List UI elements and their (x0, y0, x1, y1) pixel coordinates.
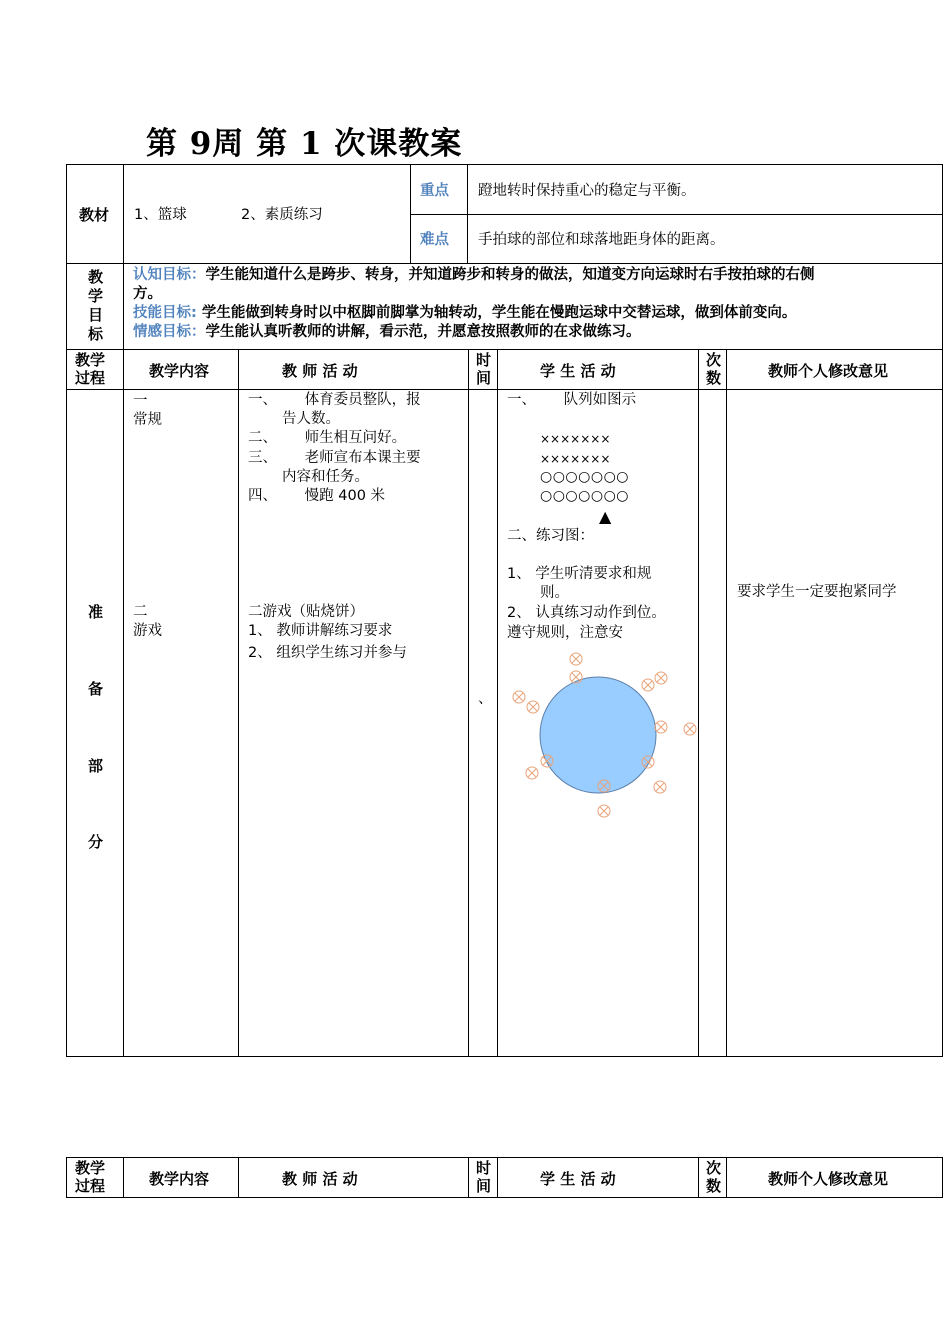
teacher-step-2: 二、 师生相互问好。 (248, 430, 407, 446)
goal-emotion (133, 323, 641, 342)
opinion-text: 要求学生一定要抱紧同学 (737, 584, 897, 600)
practice-circle (540, 677, 656, 793)
teacher-step-1-cont: 告人数。 (282, 411, 340, 427)
goal-emotion-text: 学生能认真听教师的讲解，看示范，并愿意按照教师的在求做练习。 (205, 324, 641, 340)
formation-row-o1: ○○○○○○○ (540, 469, 630, 485)
content-item-1-text: 常规 (133, 412, 162, 428)
teacher-step-1: 一、 体育委员整队，报 (248, 392, 421, 408)
difficulty-value: 手拍球的部位和球落地距身体的距离。 (478, 232, 725, 248)
student-marker (642, 679, 654, 691)
student-step-5: 遵守规则，注意安 (507, 625, 623, 641)
teacher-step-4: 四、 慢跑 400 米 (248, 488, 386, 504)
teacher-step-3-cont: 内容和任务。 (282, 469, 369, 485)
teacher-game-step-1: 1、 教师讲解练习要求 (248, 623, 393, 639)
key-point-value: 蹬地转时保持重心的稳定与平衡。 (478, 183, 696, 199)
student-marker (570, 653, 582, 665)
goal-skill (133, 304, 796, 323)
goal-skill-text: 学生能做到转身时以中枢脚前脚掌为轴转动，学生能在慢跑运球中交替运球，做到体前变向。 (196, 305, 797, 321)
goal-cognitive-label: 认知目标： (133, 267, 206, 283)
key-point-label: 重点 (420, 183, 449, 199)
material-value-fitness: 2、素质练习 (241, 207, 323, 223)
goal-skill-label: 技能目标: (133, 305, 197, 321)
student-marker (655, 672, 667, 684)
teacher-game-title: 二游戏（贴烧饼） (248, 604, 364, 620)
student-step-3-cont: 则。 (540, 585, 569, 601)
student-step-4: 2、 认真练习动作到位。 (507, 605, 666, 621)
formation-row-o2: ○○○○○○○ (540, 488, 630, 504)
student-marker (655, 721, 667, 733)
material-label: 教材 (79, 206, 110, 224)
goal-cognitive (133, 266, 815, 285)
difficulty-label: 难点 (420, 232, 449, 248)
student-step-1: 一、 队列如图示 (507, 392, 637, 408)
goal-cognitive-text: 学生能知道什么是跨步、转身，并知道跨步和转身的做法，知道变方向运球时右手按拍球的右侧 (205, 267, 815, 283)
student-step-3: 1、 学生听清要求和规 (507, 566, 652, 582)
teacher-step-3: 三、 老师宣布本课主要 (248, 450, 421, 466)
student-marker (526, 767, 538, 779)
student-marker (527, 701, 539, 713)
student-marker (684, 723, 696, 735)
student-marker (513, 691, 525, 703)
formation-row-x2: ××××××× (540, 452, 611, 466)
formation-row-x1: ××××××× (540, 432, 611, 446)
teacher-position-marker: ▲ (599, 507, 612, 526)
content-item-2-num: 二 (133, 604, 148, 620)
page-title: 第 9周 第 1 次课教案 (146, 126, 463, 162)
goal-emotion-label: 情感目标： (133, 324, 206, 340)
content-item-1-num: 一 (133, 393, 148, 409)
time-mark: 、 (478, 691, 493, 707)
student-step-2: 二、练习图： (507, 528, 594, 544)
practice-diagram (500, 645, 710, 825)
goal-cognitive-text-cont: 方。 (133, 286, 162, 302)
student-marker (598, 805, 610, 817)
content-item-2-text: 游戏 (133, 623, 162, 639)
material-value-basketball: 1、篮球 (134, 207, 187, 223)
teacher-game-step-2: 2、 组织学生练习并参与 (248, 645, 407, 661)
student-marker (654, 781, 666, 793)
